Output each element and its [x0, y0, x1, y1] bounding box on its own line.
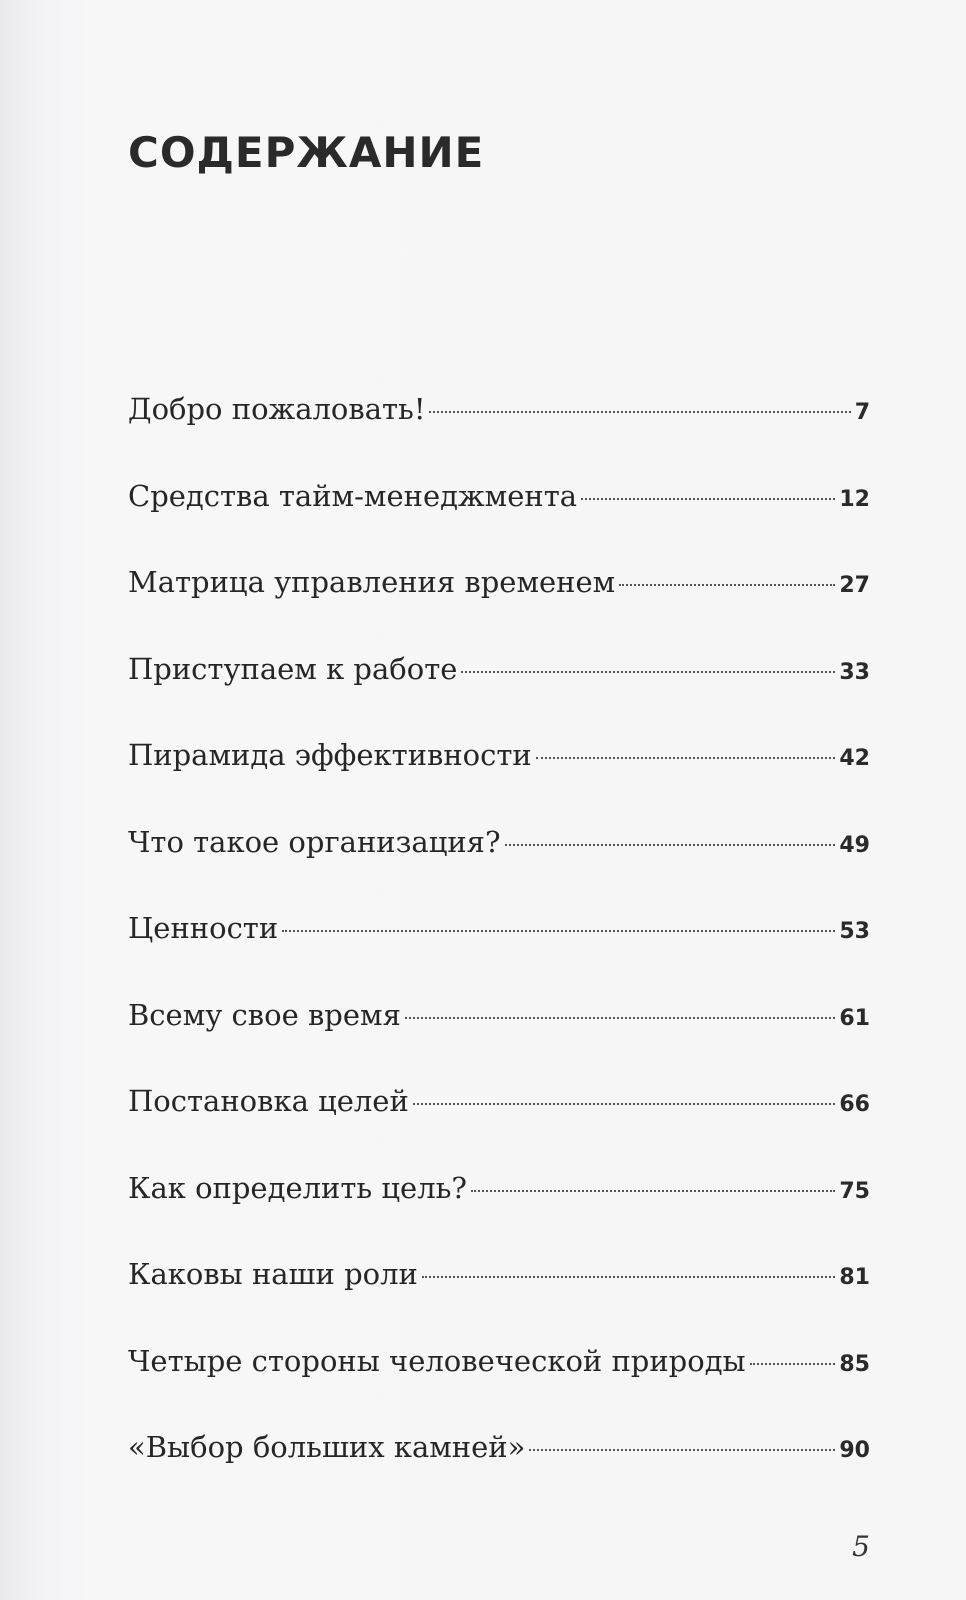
dot-leader	[413, 1103, 836, 1105]
toc-entry-page: 27	[839, 573, 870, 598]
toc-entry	[128, 652, 870, 739]
toc-entry-page: 90	[839, 1438, 870, 1463]
toc-entry-page: 33	[839, 659, 870, 685]
toc-entry-title: Каковы наши роли	[128, 1257, 418, 1291]
toc-entry-title: Ценности	[128, 911, 279, 945]
toc-entry	[128, 565, 870, 652]
toc-entry-page: 12	[839, 486, 870, 512]
toc-entry-page: 61	[839, 1005, 870, 1031]
toc-entry	[128, 738, 870, 825]
dot-leader	[422, 1276, 836, 1278]
toc-entry-title: «Выбор больших камней»	[128, 1430, 526, 1464]
dot-leader	[536, 757, 836, 759]
toc-entry-page: 7	[854, 400, 870, 425]
toc-entry-title: Приступаем к работе	[128, 651, 458, 686]
dot-leader	[505, 844, 836, 846]
toc-entry	[128, 911, 870, 998]
table-of-contents	[128, 392, 870, 1517]
toc-entry-page: 42	[839, 746, 870, 771]
dot-leader	[471, 1190, 835, 1192]
toc-entry-page: 85	[839, 1351, 870, 1377]
toc-entry	[128, 1084, 870, 1171]
toc-entry	[128, 825, 870, 912]
toc-entry-title: Что такое организация?	[128, 824, 501, 859]
dot-leader	[282, 930, 835, 932]
toc-entry-title: Пирамида эффективности	[128, 738, 532, 772]
toc-entry-page: 53	[839, 919, 870, 944]
dot-leader	[405, 1017, 836, 1019]
toc-entry	[128, 392, 870, 479]
dot-leader	[750, 1363, 836, 1365]
toc-entry-title: Средства тайм-менеджмента	[128, 478, 578, 513]
page-title: СОДЕРЖАНИЕ	[128, 128, 485, 177]
toc-entry-title: Матрица управления временем	[128, 565, 616, 599]
toc-entry-title: Постановка целей	[128, 1084, 409, 1118]
toc-entry	[128, 479, 870, 566]
toc-entry	[128, 1257, 870, 1344]
dot-leader	[429, 411, 850, 413]
dot-leader	[529, 1449, 835, 1451]
dot-leader	[461, 671, 835, 673]
toc-entry-title: Всему свое время	[128, 997, 401, 1032]
dot-leader	[581, 498, 835, 500]
toc-entry-page: 49	[839, 832, 870, 858]
toc-entry	[128, 1171, 870, 1258]
toc-entry-page: 66	[839, 1092, 870, 1117]
dot-leader	[619, 584, 835, 586]
toc-entry	[128, 1344, 870, 1431]
toc-entry	[128, 1430, 870, 1517]
toc-entry	[128, 998, 870, 1085]
toc-entry-title: Как определить цель?	[128, 1170, 467, 1205]
toc-entry-title: Четыре стороны человеческой природы	[128, 1343, 746, 1378]
toc-entry-title: Добро пожаловать!	[128, 392, 426, 426]
toc-entry-page: 75	[839, 1178, 870, 1204]
toc-entry-page: 81	[839, 1265, 870, 1290]
page-number: 5	[852, 1530, 870, 1563]
